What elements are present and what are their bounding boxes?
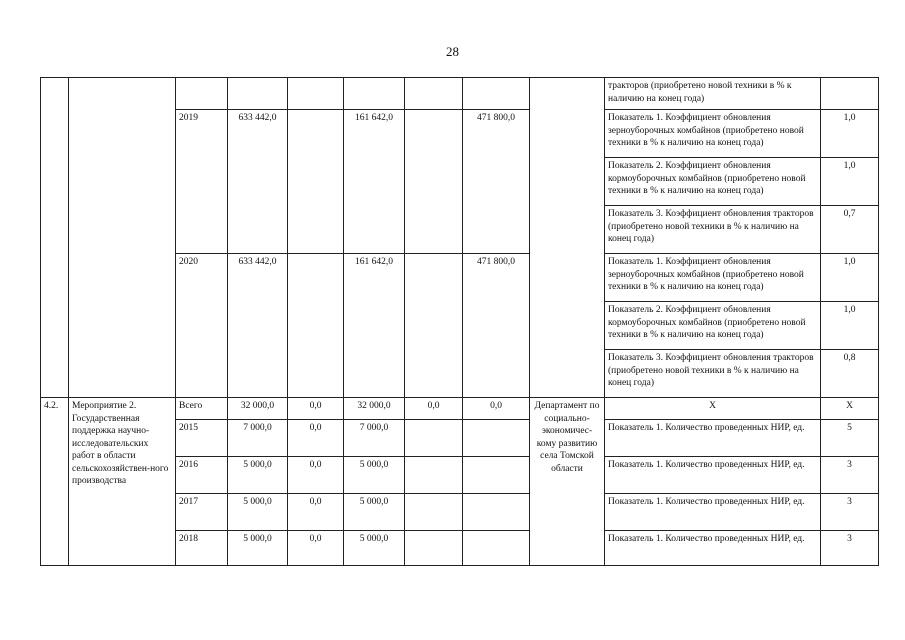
total-cell: 633 442,0 <box>228 110 288 254</box>
total-cell: 5 000,0 <box>228 531 288 566</box>
funding-cell: 0,0 <box>288 420 344 457</box>
page-number: 28 <box>446 44 459 59</box>
indicator-cell: Показатель 2. Коэффициент обновления кормоуборочных комбайнов (приобретено новой техники в % к наличию на конец года) <box>605 158 821 206</box>
funding-cell: 5 000,0 <box>344 494 405 531</box>
value-cell: 1,0 <box>821 302 879 350</box>
indicator-cell: Х <box>605 398 821 420</box>
funding-cell: 7 000,0 <box>344 420 405 457</box>
value-cell: 1,0 <box>821 110 879 158</box>
funding-cell: 0,0 <box>405 398 463 420</box>
value-cell: 3 <box>821 457 879 494</box>
indicator-cell: Показатель 1. Коэффициент обновления зерноуборочных комбайнов (приобретено новой техники в % к наличию на конец года) <box>605 110 821 158</box>
funding-cell <box>463 78 530 110</box>
item-name-cell <box>69 78 176 398</box>
total-cell: 633 442,0 <box>228 254 288 398</box>
program-table <box>40 77 879 566</box>
funding-cell: 32 000,0 <box>344 398 405 420</box>
table-row <box>41 398 879 420</box>
funding-cell: 471 800,0 <box>463 254 530 398</box>
funding-cell: 5 000,0 <box>344 457 405 494</box>
total-cell: 5 000,0 <box>228 494 288 531</box>
item-number-cell <box>41 78 69 398</box>
year-cell: 2015 <box>176 420 228 457</box>
funding-cell <box>405 110 463 254</box>
indicator-cell: тракторов (приобретено новой техники в % к наличию на конец года) <box>605 78 821 110</box>
total-cell: 32 000,0 <box>228 398 288 420</box>
year-cell: 2017 <box>176 494 228 531</box>
funding-cell <box>463 457 530 494</box>
funding-cell <box>288 78 344 110</box>
indicator-cell: Показатель 1. Количество проведенных НИР, ед. <box>605 494 821 531</box>
funding-cell <box>405 457 463 494</box>
funding-cell: 0,0 <box>463 398 530 420</box>
indicator-cell: Показатель 1. Количество проведенных НИР, ед. <box>605 420 821 457</box>
funding-cell <box>463 494 530 531</box>
funding-cell: 0,0 <box>288 494 344 531</box>
total-cell: 5 000,0 <box>228 457 288 494</box>
year-cell: 2018 <box>176 531 228 566</box>
indicator-cell: Показатель 2. Коэффициент обновления кормоуборочных комбайнов (приобретено новой техники в % к наличию на конец года) <box>605 302 821 350</box>
value-cell: 5 <box>821 420 879 457</box>
executor-cell: Департамент по социально-экономичес-кому развитию села Томской области <box>530 398 605 566</box>
item-number-cell: 4.2. <box>41 398 69 566</box>
indicator-cell: Показатель 1. Коэффициент обновления зерноуборочных комбайнов (приобретено новой техники в % к наличию на конец года) <box>605 254 821 302</box>
funding-cell: 161 642,0 <box>344 110 405 254</box>
indicator-cell: Показатель 1. Количество проведенных НИР, ед. <box>605 457 821 494</box>
funding-cell <box>405 420 463 457</box>
value-cell: Х <box>821 398 879 420</box>
value-cell: 0,8 <box>821 350 879 398</box>
value-cell <box>821 78 879 110</box>
indicator-cell: Показатель 3. Коэффициент обновления тракторов (приобретено новой техники в % к наличию на конец года) <box>605 206 821 254</box>
funding-cell: 5 000,0 <box>344 531 405 566</box>
funding-cell: 0,0 <box>288 457 344 494</box>
funding-cell <box>405 78 463 110</box>
executor-cell <box>530 78 605 398</box>
year-cell: 2019 <box>176 110 228 254</box>
funding-cell <box>405 531 463 566</box>
total-cell: 7 000,0 <box>228 420 288 457</box>
indicator-cell: Показатель 1. Количество проведенных НИР, ед. <box>605 531 821 566</box>
total-cell <box>228 78 288 110</box>
funding-cell <box>405 494 463 531</box>
funding-cell: 0,0 <box>288 398 344 420</box>
year-cell: 2016 <box>176 457 228 494</box>
value-cell: 0,7 <box>821 206 879 254</box>
funding-cell <box>344 78 405 110</box>
value-cell: 3 <box>821 494 879 531</box>
year-cell: Всего <box>176 398 228 420</box>
funding-cell: 0,0 <box>288 531 344 566</box>
funding-cell <box>463 531 530 566</box>
indicator-cell: Показатель 3. Коэффициент обновления тракторов (приобретено новой техники в % к наличию на конец года) <box>605 350 821 398</box>
funding-cell <box>288 254 344 398</box>
value-cell: 1,0 <box>821 158 879 206</box>
item-name-cell: Мероприятие 2. Государственная поддержка научно-исследовательских работ в области сельскохозяйствен-ного производства <box>69 398 176 566</box>
funding-cell: 471 800,0 <box>463 110 530 254</box>
funding-cell: 161 642,0 <box>344 254 405 398</box>
funding-cell <box>405 254 463 398</box>
table-row <box>41 78 879 110</box>
value-cell: 3 <box>821 531 879 566</box>
value-cell: 1,0 <box>821 254 879 302</box>
funding-cell <box>463 420 530 457</box>
funding-cell <box>288 110 344 254</box>
year-cell <box>176 78 228 110</box>
year-cell: 2020 <box>176 254 228 398</box>
